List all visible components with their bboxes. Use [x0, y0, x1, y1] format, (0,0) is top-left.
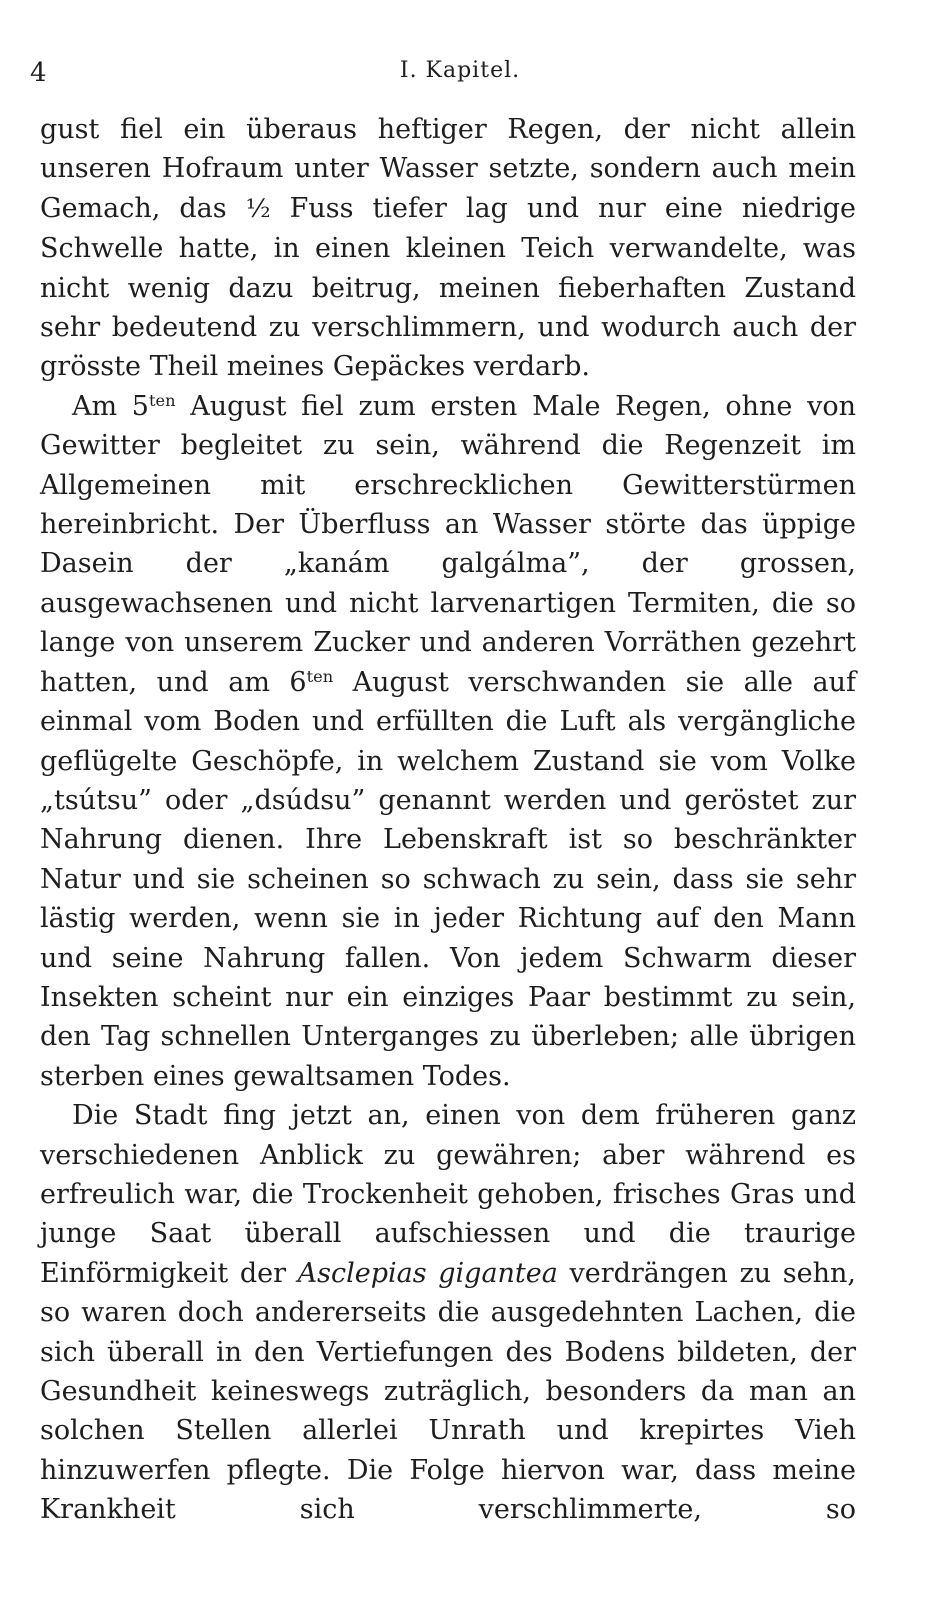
running-title: I. Kapitel.	[399, 58, 521, 83]
paragraph-2	[40, 387, 856, 1096]
text-run: Die Stadt fing jetzt an, einen von dem früheren ganz verschiedenen Anblick zu gewähren; aber während es erfreulich war, die Trockenheit gehoben, frisches Gras und junge Saat überall aufschiessen und die traurige Einförmigkeit der	[40, 1100, 856, 1289]
body-text	[40, 110, 856, 1530]
paragraph-3	[40, 1096, 856, 1529]
text-run: August verschwanden sie alle auf einmal vom Boden und erfüllten die Luft als vergängliche geflügelte Geschöpfe, in welchem Zustand sie vom Volke „tsútsu” oder „dsúdsu” genannt werden und geröstet zur Nahrung dienen. Ihre Lebenskraft ist so beschränkter Natur und sie scheinen so schwach zu sein, dass sie sehr lästig werden, wenn sie in jeder Richtung auf den Mann und seine Nahrung fallen. Von jedem Schwarm dieser Insekten scheint nur ein einziges Paar bestimmt zu sein, den Tag schnellen Unterganges zu überleben; alle übrigen sterben eines gewaltsamen Todes.	[40, 666, 856, 1092]
text-sup: ten	[306, 666, 334, 686]
text-italic: Asclepias gigantea	[297, 1257, 558, 1289]
text-run: Fuss tiefer lag und nur eine niedrige Schwelle hatte, in einen kleinen Teich verwandelte, was nicht wenig dazu beitrug, meinen fieberhaften Zustand sehr bedeutend zu verschlimmern, und wodurch auch der grösste Theil meines Gepäckes verdarb.	[40, 192, 856, 383]
text-run: gust fiel ein überaus heftiger Regen, der nicht allein unseren Hofraum unter Wasser setzte, sondern auch mein Gemach, das	[40, 114, 856, 224]
text-run: verdrängen zu sehn, so waren doch andererseits die ausgedehnten Lachen, die sich überall in den Vertiefungen des Bodens bildeten, der Gesundheit keineswegs zuträglich, besonders da man an solchen Stellen allerlei Unrath und krepirtes Vieh hinzuwerfen pflegte. Die Folge hiervon war, dass meine Krankheit sich verschlimmerte, so	[40, 1257, 856, 1526]
text-frac: ½	[245, 193, 271, 224]
text-run: August fiel zum ersten Male Regen, ohne von Gewitter begleitet zu sein, während die Regenzeit im Allgemeinen mit erschrecklichen Gewitterstürmen hereinbricht. Der Überfluss an Wasser störte das üppige Dasein der „kanám galgálma”, der grossen, ausgewachsenen und nicht larvenartigen Termiten, die so lange von unserem Zucker und anderen Vorräthen gezehrt hatten, und am 6	[40, 390, 856, 698]
text-sup: ten	[148, 390, 176, 410]
page-header	[30, 58, 890, 94]
paragraph-1	[40, 110, 856, 387]
text-run: Am 5	[72, 390, 149, 422]
page-number: 4	[30, 58, 47, 88]
